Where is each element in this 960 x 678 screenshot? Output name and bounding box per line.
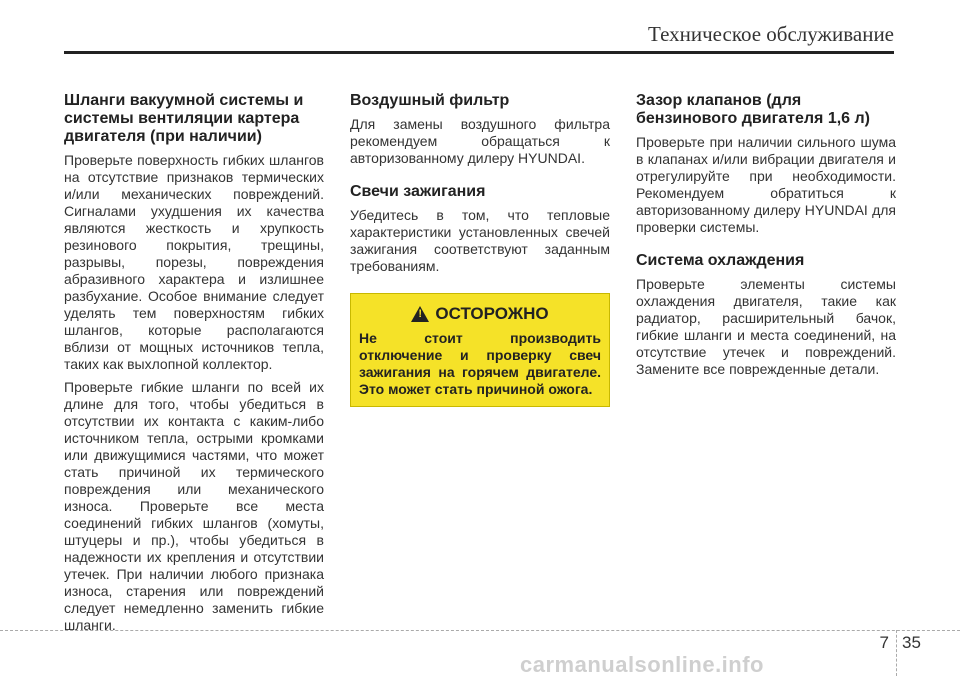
- column-1: [64, 92, 324, 640]
- paragraph-hoses-1: Проверьте поверхность гибких шлангов на отсутствие признаков термических и/или механических повреждений. Сигналами ухудшения их качества являются жесткость и хрупкость резинового покрытия, трещины, разрывы, порезы, повреждения абразивного характера и излишнее разбухание. Особое внимание следует уделять тем поверхностям гибких шлангов, которые располагаются вблизи от мощных источников тепла, таких как выхлопной коллектор.: [64, 152, 324, 372]
- section-heading-vacuum-hoses: Шланги вакуумной системы и системы вентиляции картера двигателя (при наличии): [64, 92, 304, 145]
- page-header-title: Техническое обслуживание: [648, 22, 894, 46]
- footer-divider: [0, 630, 960, 631]
- warning-header: [359, 304, 601, 324]
- paragraph-spark-plugs: Убедитесь в том, что тепловые характеристики установленных свечей зажигания соответствуют заданным требованиям.: [350, 207, 610, 274]
- header-divider: [64, 51, 894, 54]
- section-heading-cooling-system: Система охлаждения: [636, 252, 805, 269]
- column-3: [636, 92, 896, 384]
- warning-box: [350, 293, 610, 407]
- column-2: [350, 92, 610, 407]
- paragraph-air-filter: Для замены воздушного фильтра рекомендуем обращаться к авторизованному дилеру HYUNDAI.: [350, 116, 610, 166]
- page-number-separator: [896, 630, 897, 676]
- paragraph-hoses-2: Проверьте гибкие шланги по всей их длине для того, чтобы убедиться в отсутствии их контакта с каким-либо источником тепла, острыми кромками или движущимися частями, что может стать причиной их термического повреждения или механического износа. Проверьте все места соединений гибких шлангов (хомуты, штуцеры и пр.), чтобы убедиться в надежности их крепления и отсутствии утечек. При наличии любого признака износа, старения или повреждений следует немедленно заменить гибкие шланги.: [64, 379, 324, 633]
- page-number: 35: [902, 633, 921, 652]
- section-heading-air-filter: Воздушный фильтр: [350, 92, 510, 109]
- section-heading-valve-clearance: Зазор клапанов (для бензинового двигателя 1,6 л): [636, 92, 870, 127]
- paragraph-valve-clearance: Проверьте при наличии сильного шума в клапанах и/или вибрации двигателя и отрегулируйте при необходимости. Рекомендуем обратиться к авторизованному дилеру HYUNDAI для проверки системы.: [636, 134, 896, 235]
- warning-triangle-icon: !: [411, 306, 429, 322]
- section-number: 7: [879, 633, 889, 652]
- watermark-text: carmanualsonline.info: [520, 652, 764, 677]
- section-heading-spark-plugs: Свечи зажигания: [350, 183, 486, 200]
- paragraph-cooling-system: Проверьте элементы системы охлаждения двигателя, такие как радиатор, расширительный бачок, гибкие шланги и места соединений, на отсутствие утечек и повреждений. Замените все поврежденные детали.: [636, 276, 896, 377]
- warning-title: ОСТОРОЖНО: [435, 304, 549, 323]
- warning-text: Не стоит производить отключение и проверку свеч зажигания на горячем двигателе. Это может стать причиной ожога.: [359, 330, 601, 397]
